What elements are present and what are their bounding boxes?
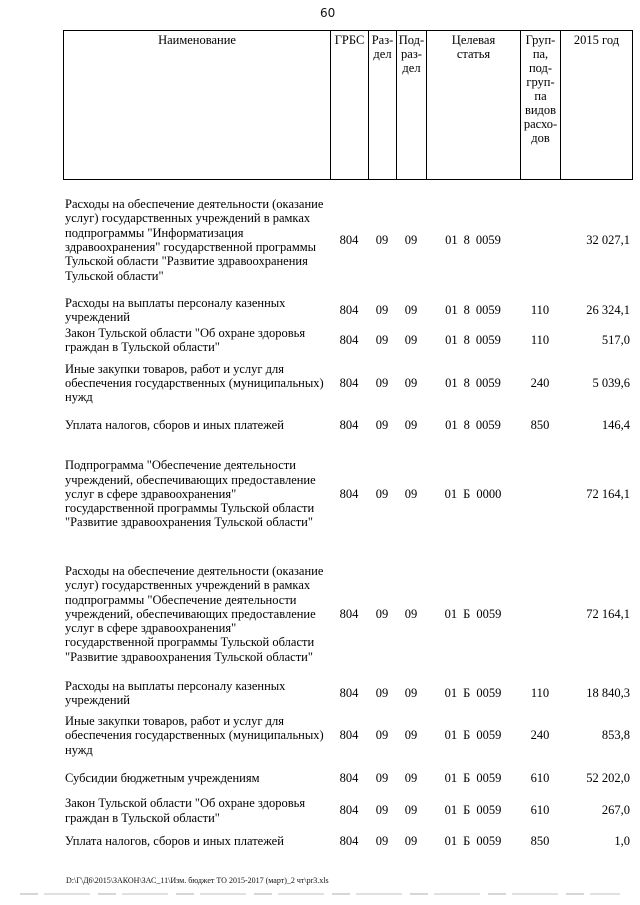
row-target-part: 01	[444, 834, 458, 849]
row-name: Закон Тульской области "Об охране здоровья граждан в Тульской области"	[65, 796, 306, 825]
row-target	[426, 355, 520, 411]
row-vr	[520, 185, 560, 295]
row-target-part: 01	[445, 232, 458, 247]
row-razdel: 09	[375, 417, 389, 432]
row-vr: 110	[530, 332, 550, 347]
row-podrazdel: 09	[404, 606, 418, 621]
row-target	[426, 764, 520, 794]
page-number: 60	[320, 6, 336, 20]
row-target-part: 0059	[475, 232, 501, 247]
row-target-part: 0059	[476, 728, 502, 743]
row-vr: 610	[530, 803, 550, 818]
row-target-part: 01	[444, 686, 458, 701]
row-grbs: 804	[339, 686, 359, 701]
table-row	[63, 708, 632, 764]
header-name: Наименование	[64, 31, 331, 180]
row-vr: 850	[530, 417, 550, 432]
row-target	[426, 411, 520, 439]
table-row	[63, 355, 632, 411]
table-header	[63, 30, 633, 180]
row-target-part: 01	[444, 771, 458, 786]
row-razdel: 09	[375, 803, 389, 818]
row-target	[426, 439, 520, 549]
row-podrazdel: 09	[404, 232, 418, 247]
row-name: Иные закупки товаров, работ и услуг для обеспечения государственных (муниципальных) нужд	[65, 714, 324, 757]
row-grbs: 804	[339, 486, 359, 501]
row-target	[426, 185, 520, 295]
row-podrazdel: 09	[404, 302, 418, 317]
row-sum: 146,4	[601, 417, 630, 432]
table-row	[63, 549, 632, 679]
row-grbs: 804	[339, 375, 359, 390]
file-path-footer: D:\Г\Д6\2015\ЗАКОН\ЗАС_11\Изм. бюджет ТО 2015-2017 (март)_2 чт\pr3.xls	[66, 876, 329, 885]
row-name: Иные закупки товаров, работ и услуг для обеспечения государственных (муниципальных) нужд	[65, 361, 324, 405]
row-sum: 52 202,0	[586, 771, 630, 786]
row-target-part: 8	[463, 375, 470, 390]
row-grbs: 804	[339, 232, 359, 247]
row-podrazdel: 09	[404, 486, 418, 501]
row-vr: 240	[530, 728, 550, 743]
row-sum: 1,0	[614, 834, 630, 849]
row-razdel: 09	[375, 486, 389, 501]
row-target-part: 0059	[476, 606, 502, 621]
row-target-part: 01	[444, 606, 458, 621]
row-razdel: 09	[375, 232, 389, 247]
row-grbs: 804	[339, 417, 359, 432]
table-row	[63, 411, 632, 439]
row-razdel: 09	[375, 302, 389, 317]
row-sum: 72 164,1	[586, 486, 630, 501]
row-name: Уплата налогов, сборов и иных платежей	[65, 417, 284, 432]
row-target-part: 8	[463, 232, 470, 247]
row-razdel: 09	[375, 606, 389, 621]
row-podrazdel: 09	[404, 332, 418, 347]
row-target-part: 0059	[476, 834, 502, 849]
row-podrazdel: 09	[404, 771, 418, 786]
header-group: Груп- па, под- груп- па видов расхо- дов	[521, 31, 561, 180]
row-target-part: 0059	[476, 771, 502, 786]
row-target-part: Б	[463, 834, 471, 849]
row-target-part: 0000	[476, 486, 502, 501]
table-row	[63, 185, 632, 295]
row-name: Расходы на обеспечение деятельности (оказание услуг) государственных учреждений в рамках подпрограммы "Обеспечение деятельности учреждений, обеспечивающих предоставление услуг в сфере здравоохранения" государственной программы Тульской области "Развитие здравоохранения Тульской области"	[65, 563, 324, 664]
row-grbs: 804	[339, 332, 359, 347]
row-name: Расходы на обеспечение деятельности (оказание услуг) государственных учреждений в рамках подпрограммы "Информатизация здравоохранения" государственной программы Тульской области "Развитие здравоохранения Тульской области"	[65, 197, 324, 283]
row-sum: 26 324,1	[586, 302, 630, 317]
row-target-part: Б	[463, 803, 471, 818]
row-target-part: 01	[444, 803, 458, 818]
row-podrazdel: 09	[404, 686, 418, 701]
row-target-part: 0059	[476, 686, 502, 701]
row-grbs: 804	[339, 803, 359, 818]
row-target-part: 8	[463, 302, 470, 317]
table-row	[63, 679, 632, 708]
row-target-part: 01	[445, 417, 458, 432]
table-row	[63, 325, 632, 355]
row-grbs: 804	[339, 834, 359, 849]
budget-table	[63, 185, 632, 856]
row-sum: 18 840,3	[586, 686, 630, 701]
row-vr: 610	[530, 771, 550, 786]
row-target-part: 0059	[475, 302, 501, 317]
row-target	[426, 325, 520, 355]
table-row	[63, 828, 632, 856]
row-sum: 32 027,1	[586, 232, 630, 247]
row-target-part: Б	[463, 771, 471, 786]
row-vr: 110	[530, 686, 550, 701]
table-row	[63, 439, 632, 549]
row-razdel: 09	[375, 834, 389, 849]
row-sum: 267,0	[601, 803, 630, 818]
row-vr	[520, 549, 560, 679]
row-vr: 240	[530, 375, 550, 390]
row-sum: 853,8	[601, 728, 630, 743]
row-name: Расходы на выплаты персоналу казенных учреждений	[65, 295, 286, 324]
table-row	[63, 764, 632, 794]
row-vr	[520, 439, 560, 549]
header-year: 2015 год	[561, 31, 633, 180]
row-target-part: 01	[445, 375, 458, 390]
row-razdel: 09	[375, 771, 389, 786]
row-podrazdel: 09	[404, 417, 418, 432]
header-grbs: ГРБС	[331, 31, 369, 180]
row-grbs: 804	[339, 728, 359, 743]
row-target	[426, 828, 520, 856]
row-podrazdel: 09	[404, 375, 418, 390]
row-target	[426, 794, 520, 828]
row-grbs: 804	[339, 302, 359, 317]
scan-noise	[20, 893, 620, 895]
header-target: Целевая статья	[427, 31, 521, 180]
row-razdel: 09	[375, 332, 389, 347]
row-target-part: 01	[444, 728, 458, 743]
row-sum: 72 164,1	[586, 606, 630, 621]
row-podrazdel: 09	[404, 728, 418, 743]
row-target-part: 0059	[475, 417, 501, 432]
row-target	[426, 549, 520, 679]
row-name: Закон Тульской области "Об охране здоровья граждан в Тульской области"	[65, 325, 306, 354]
row-podrazdel: 09	[404, 834, 418, 849]
row-razdel: 09	[375, 686, 389, 701]
header-podrazdel: Под- раз- дел	[397, 31, 427, 180]
row-name: Субсидии бюджетным учреждениям	[65, 771, 260, 786]
row-target-part: 8	[463, 332, 470, 347]
row-target-part: 0059	[476, 803, 502, 818]
row-target-part: 0059	[475, 332, 501, 347]
row-sum: 517,0	[601, 332, 630, 347]
row-name: Расходы на выплаты персоналу казенных учреждений	[65, 679, 286, 708]
row-target-part: Б	[463, 606, 471, 621]
row-target-part: 0059	[475, 375, 501, 390]
row-target	[426, 708, 520, 764]
table-row	[63, 295, 632, 325]
row-target-part: 8	[463, 417, 470, 432]
row-razdel: 09	[375, 728, 389, 743]
row-name: Уплата налогов, сборов и иных платежей	[65, 834, 284, 849]
row-razdel: 09	[375, 375, 389, 390]
row-target-part: Б	[463, 686, 471, 701]
row-target-part: Б	[463, 486, 471, 501]
row-target	[426, 679, 520, 708]
header-razdel: Раз- дел	[369, 31, 397, 180]
row-target-part: 01	[445, 332, 458, 347]
row-vr: 110	[530, 302, 550, 317]
row-grbs: 804	[339, 771, 359, 786]
row-podrazdel: 09	[404, 803, 418, 818]
row-grbs: 804	[339, 606, 359, 621]
row-sum: 5 039,6	[592, 375, 630, 390]
row-vr: 850	[530, 834, 550, 849]
table-row	[63, 794, 632, 828]
row-target	[426, 295, 520, 325]
row-target-part: 01	[445, 302, 458, 317]
row-target-part: Б	[463, 728, 471, 743]
row-target-part: 01	[444, 486, 458, 501]
row-name: Подпрограмма "Обеспечение деятельности учреждений, обеспечивающих предоставление услуг в сфере здравоохранения" государственной программы Тульской области "Развитие здравоохранения Тульской области"	[65, 458, 316, 530]
